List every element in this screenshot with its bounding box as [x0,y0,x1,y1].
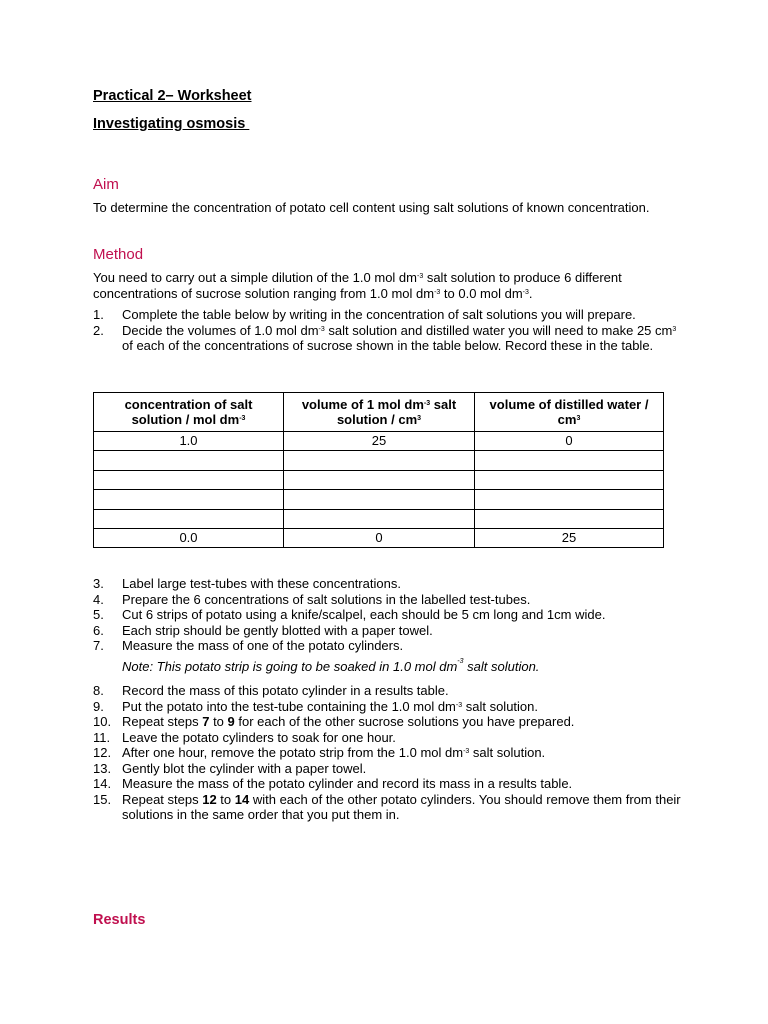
method-steps-3 [93,683,683,823]
table-cell [284,490,475,509]
method-heading: Method [93,246,144,263]
method-intro: You need to carry out a simple dilution of the 1.0 mol $dm^{-3}$ salt solution to produce 6 different concentrations of sucrose solution ranging from 1.0 mol $dm^{-3}$ to 0.0 mol $dm^{-3}$. [93,270,622,301]
table-cell: 25 [475,528,664,547]
table-cell [475,490,664,509]
step-8: 8. Record the mass of this potato cylinder in a results table. [93,683,449,698]
header-salt-volume: volume of 1 mol $dm^{-3}$ salt solution / $cm^3$ [284,393,475,432]
table-cell [94,451,284,470]
table-row [94,509,664,528]
practical-title: Practical 2– Worksheet [93,88,252,104]
table-cell [475,509,664,528]
table-cell [94,470,284,489]
step-9: 9. Put the potato into the test-tube containing the 1.0 mol $dm^{-3}$ salt solution. [93,698,538,714]
method-steps-2 [93,576,683,654]
table-cell [94,490,284,509]
table-row [94,528,664,547]
step-5: 5. Cut 6 strips of potato using a knife/scalpel, each should be 5 cm long and 1cm wide. [93,607,606,622]
note-text: Note: This potato strip is going to be soaked in 1.0 mol $dm^{-3}$ salt solution. [122,658,540,674]
header-water-volume: volume of distilled water / $cm^3$ [475,393,664,432]
table-row [94,470,664,489]
table-cell: 25 [284,432,475,451]
aim-heading: Aim [93,176,119,193]
dilution-table [93,392,664,548]
table-cell: 1.0 [94,432,284,451]
step-13: 13. Gently blot the cylinder with a paper towel. [93,760,367,776]
results-heading: Results [93,912,146,928]
table-row [94,451,664,470]
step-6: 6. Each strip should be gently blotted with a paper towel. [93,622,433,638]
step-3: 3. Label large test-tubes with these concentrations. [93,576,401,591]
table-cell: 0 [475,432,664,451]
step-12: 12. After one hour, remove the potato strip from the 1.0 mol $dm^{-3}$ salt solution. [93,745,546,760]
step-14: 14. Measure the mass of the potato cylinder and record its mass in a results table. [93,776,573,791]
table-cell [475,451,664,470]
step-7: 7. Measure the mass of one of the potato cylinders. [93,638,404,653]
table-cell [94,509,284,528]
step-1: 1. Complete the table below by writing in the concentration of salt solutions you will prepare. [93,307,636,322]
step-10: 10. Repeat steps 7 to 9 for each of the other sucrose solutions you have prepared. [93,714,575,729]
table-cell: 0 [284,528,475,547]
aim-text: To determine the concentration of potato cell content using salt solutions of known concentration. [93,200,650,215]
step-15: 15. Repeat steps 12 to 14 with each of the other potato cylinders. You should remove them from their solutions in the same order that you put them in. [93,791,681,822]
table-row [94,490,664,509]
method-steps-1 [93,307,683,354]
table-cell [284,451,475,470]
step-4: 4. Prepare the 6 concentrations of salt solutions in the labelled test-tubes. [93,591,531,607]
step-2: 2. Decide the volumes of 1.0 mol $dm^{-3}$ salt solution and distilled water you will need to make 25 $cm^3$ of each of the concentrations of sucrose shown in the table below. Record these in the table. [93,322,677,353]
step-11: 11. Leave the potato cylinders to soak for one hour. [93,729,396,745]
table-cell [284,470,475,489]
table-row [94,432,664,451]
table-cell [284,509,475,528]
topic-title: Investigating osmosis [93,116,250,132]
header-concentration: concentration of salt solution / mol $dm^{-3}$ [94,393,284,432]
table-cell: 0.0 [94,528,284,547]
table-cell [475,470,664,489]
